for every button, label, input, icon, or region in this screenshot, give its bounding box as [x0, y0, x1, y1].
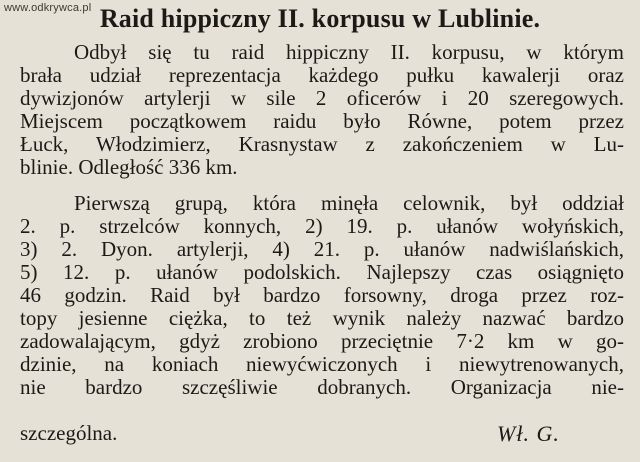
text-line: 3) 2. Dyon. artylerji, 4) 21. p. ułanów nadwiślańskich, [20, 237, 624, 261]
text-line: brała udział reprezentacja każdego pułku kawalerji oraz [20, 63, 624, 87]
text-line: Łuck, Włodzimierz, Krasnystaw z zakończeniem w Lu- [20, 132, 624, 156]
text-line: dzinie, na koniach niewyćwiczonych i niewytrenowanych, [20, 352, 624, 376]
text-line: topy jesienne ciężka, to też wynik należy nazwać bardzo [20, 306, 624, 330]
text-line: Miejscem początkowem raidu było Równe, potem przez [20, 109, 624, 133]
text-line: 2. p. strzelców konnych, 2) 19. p. ułanów wołyńskich, [20, 214, 624, 238]
text-line: dywizjonów artylerji w sile 2 oficerów i 20 szeregowych. [20, 86, 624, 110]
text-line: 46 godzin. Raid był bardzo forsowny, droga przez roz- [20, 283, 624, 307]
text-line: Odbył się tu raid hippiczny II. korpusu, w którym [74, 40, 624, 64]
text-line: Pierwszą grupą, która minęła celownik, był oddział [74, 191, 624, 215]
text-line: blinie. Odległość 336 km. [20, 155, 238, 179]
article-title: Raid hippiczny II. korpusu w Lublinie. [99, 4, 541, 33]
watermark-text: www.odkrywca.pl [4, 2, 92, 14]
text-line: zadowalającym, gdyż zrobiono przeciętnie 7·2 km w go- [20, 329, 624, 353]
author-signature: Wł. G. [497, 421, 560, 446]
text-line: 5) 12. p. ułanów podolskich. Najlepszy czas osiągnięto [20, 260, 624, 284]
text-line: szczególna. [20, 421, 118, 445]
text-line: nie bardzo szczęśliwie dobranych. Organizacja nie- [20, 375, 624, 399]
